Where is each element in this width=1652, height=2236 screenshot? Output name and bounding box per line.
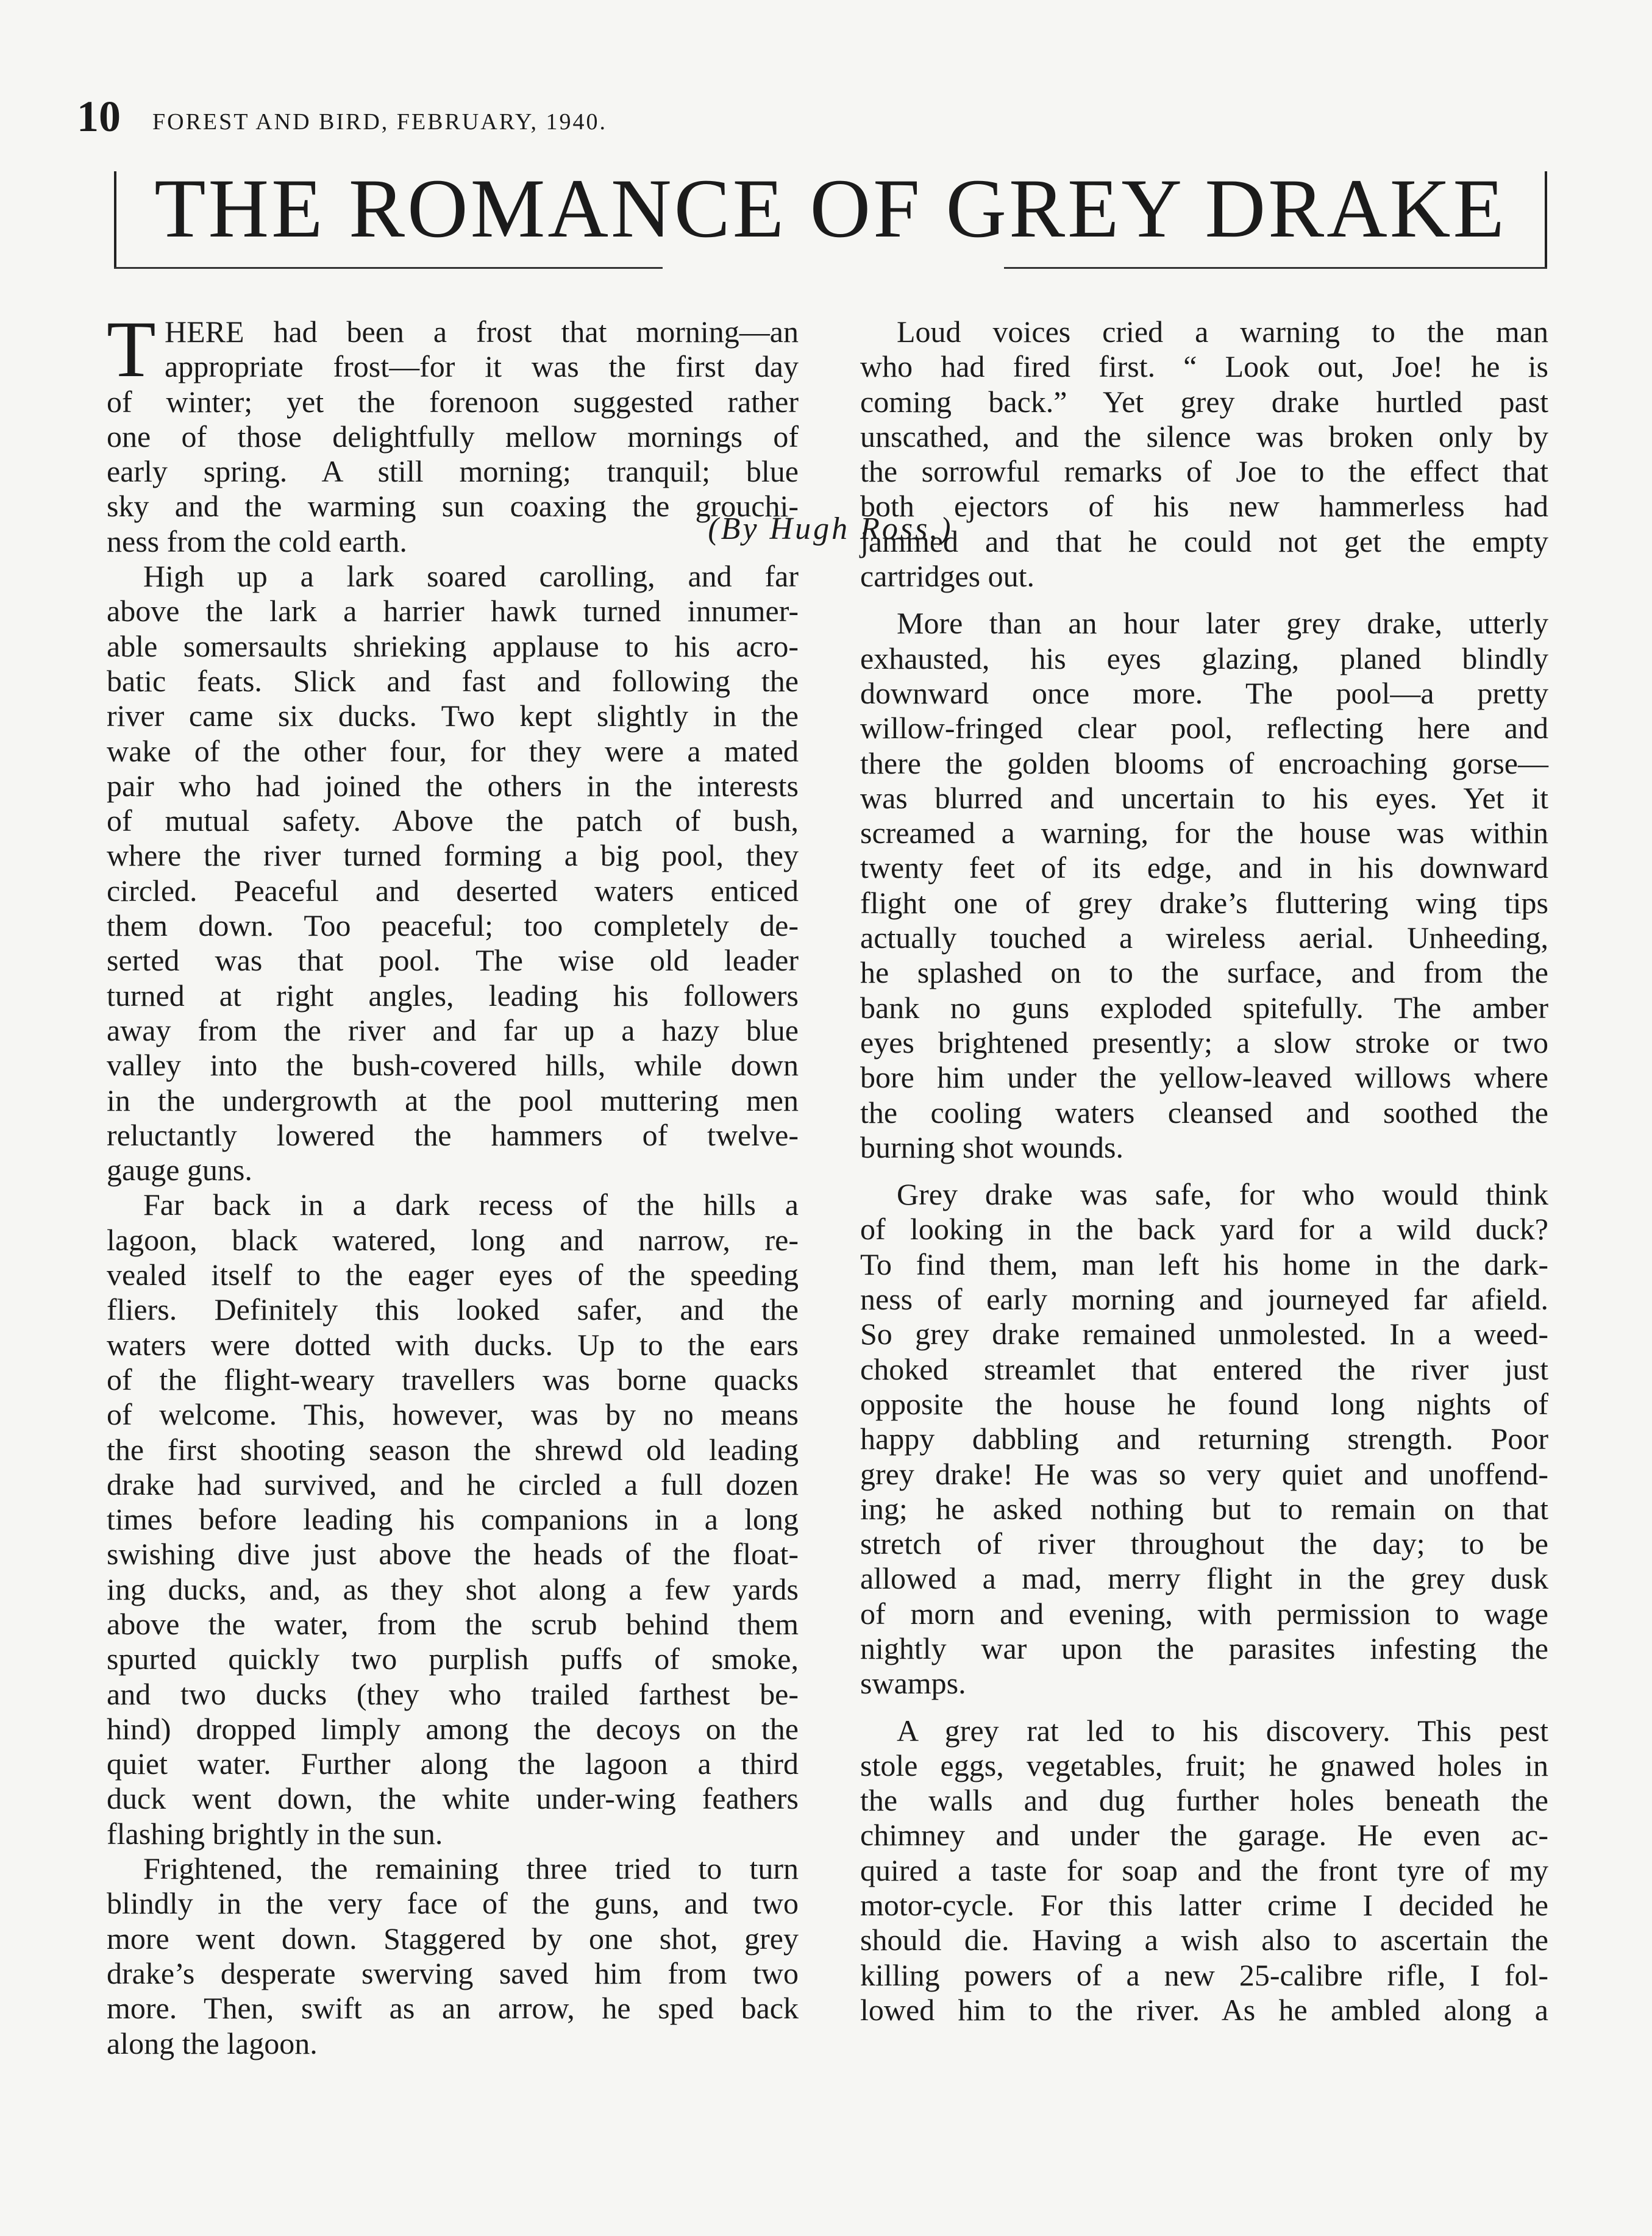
text-line: To find them, man left his home in the dark- bbox=[860, 1247, 1548, 1281]
text-line: flashing brightly in the sun. bbox=[107, 1816, 443, 1851]
text-line: and two ducks (they who trailed farthest be- bbox=[107, 1676, 799, 1711]
text-line: circled. Peaceful and deserted waters enticed bbox=[107, 873, 799, 908]
text-line: killing powers of a new 25-calibre rifle, I fol- bbox=[860, 1957, 1548, 1992]
rule-left bbox=[114, 267, 663, 269]
text-line: hind) dropped limply among the decoys on the bbox=[107, 1711, 799, 1746]
text-line: unscathed, and the silence was broken only by bbox=[860, 419, 1548, 454]
text-line: more. Then, swift as an arrow, he sped back bbox=[107, 1991, 799, 2026]
text-line: High up a lark soared carolling, and far bbox=[143, 559, 799, 594]
text-line: allowed a mad, merry flight in the grey dusk bbox=[860, 1561, 1548, 1596]
page-number: 10 bbox=[77, 92, 121, 141]
text-line: both ejectors of his new hammerless had bbox=[860, 489, 1548, 524]
text-line: along the lagoon. bbox=[107, 2026, 318, 2060]
text-line: valley into the bush-covered hills, while down bbox=[107, 1048, 799, 1083]
text-line: ness from the cold earth. bbox=[107, 524, 407, 558]
text-line: in the undergrowth at the pool muttering men bbox=[107, 1083, 799, 1117]
text-line: reluctantly lowered the hammers of twelve- bbox=[107, 1117, 799, 1152]
text-line: the first shooting season the shrewd old leading bbox=[107, 1432, 799, 1467]
text-line: able somersaults shrieking applause to his acro- bbox=[107, 628, 799, 663]
paragraph bbox=[860, 315, 1548, 594]
text-line: there the golden blooms of encroaching gorse— bbox=[860, 746, 1548, 780]
text-line: stretch of river throughout the day; to be bbox=[860, 1526, 1548, 1561]
text-line: screamed a warning, for the house was within bbox=[860, 816, 1548, 850]
text-line: stole eggs, vegetables, fruit; he gnawed holes in bbox=[860, 1748, 1548, 1782]
text-line: happy dabbling and returning strength. Poor bbox=[860, 1422, 1548, 1456]
title-box-right-rule bbox=[1545, 171, 1547, 269]
byline: (By Hugh Ross.) bbox=[700, 511, 960, 546]
text-line: of welcome. This, however, was by no means bbox=[107, 1397, 799, 1432]
text-line: burning shot wounds. bbox=[860, 1130, 1123, 1164]
text-line: drake had survived, and he circled a full dozen bbox=[107, 1467, 799, 1501]
text-line: the walls and dug further holes beneath the bbox=[860, 1783, 1548, 1818]
paragraph bbox=[107, 559, 799, 1187]
text-line: grey drake! He was so very quiet and unoffend- bbox=[860, 1456, 1548, 1491]
text-line: who had fired first. “ Look out, Joe! he is bbox=[860, 349, 1548, 384]
text-line: river came six ducks. Two kept slightly in the bbox=[107, 699, 799, 733]
text-line: HERE had been a frost that morning—an bbox=[165, 315, 799, 349]
text-line: swamps. bbox=[860, 1666, 966, 1701]
text-line: spurted quickly two purplish puffs of smoke, bbox=[107, 1642, 799, 1676]
text-line: jammed and that he could not get the empty bbox=[860, 524, 1548, 558]
text-line: one of those delightfully mellow mornings of bbox=[107, 419, 799, 454]
text-line: eyes brightened presently; a slow stroke or two bbox=[860, 1025, 1548, 1059]
text-line: cartridges out. bbox=[860, 559, 1035, 594]
text-line: bore him under the yellow-leaved willows where bbox=[860, 1060, 1548, 1095]
text-line: Grey drake was safe, for who would think bbox=[897, 1177, 1548, 1212]
running-head: FOREST AND BIRD, FEBRUARY, 1940. bbox=[152, 109, 608, 135]
text-line: them down. Too peaceful; too completely de- bbox=[107, 908, 799, 943]
text-line: where the river turned forming a big pool, they bbox=[107, 838, 799, 873]
text-line: times before leading his companions in a long bbox=[107, 1502, 799, 1537]
text-line: flight one of grey drake’s fluttering wing tips bbox=[860, 885, 1548, 920]
text-line: Frightened, the remaining three tried to turn bbox=[143, 1851, 799, 1886]
drop-cap: T bbox=[107, 304, 156, 394]
rule-right bbox=[1004, 267, 1547, 269]
text-line: wake of the other four, for they were a mated bbox=[107, 733, 799, 768]
text-line: early spring. A still morning; tranquil; blue bbox=[107, 454, 799, 489]
text-line: gauge guns. bbox=[107, 1153, 252, 1187]
text-line: sky and the warming sun coaxing the grouchi- bbox=[107, 489, 799, 524]
text-line: pair who had joined the others in the interests bbox=[107, 768, 799, 803]
text-line: lowed him to the river. As he ambled along a bbox=[860, 1992, 1548, 2027]
text-line: quiet water. Further along the lagoon a third bbox=[107, 1746, 799, 1781]
text-line: duck went down, the white under-wing feathers bbox=[107, 1781, 799, 1816]
text-line: of the flight-weary travellers was borne quacks bbox=[107, 1362, 799, 1397]
text-line: the sorrowful remarks of Joe to the effect that bbox=[860, 454, 1548, 489]
text-line: of winter; yet the forenoon suggested rather bbox=[107, 384, 799, 419]
right-column bbox=[860, 315, 1548, 2028]
text-line: should die. Having a wish also to ascertain the bbox=[860, 1923, 1548, 1957]
text-line: A grey rat led to his discovery. This pest bbox=[897, 1713, 1548, 1748]
text-line: waters were dotted with ducks. Up to the ears bbox=[107, 1327, 799, 1362]
text-line: batic feats. Slick and fast and following the bbox=[107, 663, 799, 698]
text-line: twenty feet of its edge, and in his downward bbox=[860, 850, 1548, 885]
text-line: choked streamlet that entered the river just bbox=[860, 1351, 1548, 1386]
text-line: motor-cycle. For this latter crime I decided he bbox=[860, 1888, 1548, 1923]
text-line: opposite the house he found long nights of bbox=[860, 1386, 1548, 1421]
paragraph bbox=[860, 606, 1548, 1165]
text-line: he splashed on to the surface, and from the bbox=[860, 955, 1548, 990]
text-line: the cooling waters cleansed and soothed the bbox=[860, 1095, 1548, 1130]
paragraph bbox=[107, 1187, 799, 1851]
text-line: serted was that pool. The wise old leader bbox=[107, 943, 799, 978]
text-line: downward once more. The pool—a pretty bbox=[860, 675, 1548, 710]
text-line: chimney and under the garage. He even ac- bbox=[860, 1818, 1548, 1853]
text-line: vealed itself to the eager eyes of the speeding bbox=[107, 1258, 799, 1292]
text-line: above the lark a harrier hawk turned innumer- bbox=[107, 594, 799, 628]
text-line: swishing dive just above the heads of the float- bbox=[107, 1537, 799, 1572]
text-line: Loud voices cried a warning to the man bbox=[897, 315, 1548, 349]
text-line: quired a taste for soap and the front tyre of my bbox=[860, 1853, 1548, 1887]
text-line: of mutual safety. Above the patch of bush, bbox=[107, 803, 799, 838]
article-title: THE ROMANCE OF GREY DRAKE bbox=[154, 162, 1507, 255]
text-line: appropriate frost—for it was the first day bbox=[165, 349, 799, 384]
text-line: Far back in a dark recess of the hills a bbox=[143, 1187, 799, 1222]
text-line: of looking in the back yard for a wild duck? bbox=[860, 1212, 1548, 1247]
text-line: fliers. Definitely this looked safer, and the bbox=[107, 1292, 799, 1327]
text-line: lagoon, black watered, long and narrow, re- bbox=[107, 1222, 799, 1257]
text-line: bank no guns exploded spitefully. The amber bbox=[860, 990, 1548, 1025]
paragraph bbox=[860, 1177, 1548, 1701]
text-line: nightly war upon the parasites infesting the bbox=[860, 1631, 1548, 1665]
text-line: more went down. Staggered by one shot, grey bbox=[107, 1921, 799, 1956]
text-line: away from the river and far up a hazy blue bbox=[107, 1013, 799, 1047]
text-line: More than an hour later grey drake, utterly bbox=[897, 606, 1548, 641]
text-line: actually touched a wireless aerial. Unheeding, bbox=[860, 920, 1548, 955]
text-line: willow-fringed clear pool, reflecting here and bbox=[860, 711, 1548, 746]
left-column bbox=[107, 304, 799, 2061]
text-line: blindly in the very face of the guns, and two bbox=[107, 1886, 799, 1921]
paragraph bbox=[107, 304, 799, 559]
text-line: So grey drake remained unmolested. In a weed- bbox=[860, 1317, 1548, 1351]
paragraph bbox=[107, 1851, 799, 2061]
text-line: of morn and evening, with permission to wage bbox=[860, 1596, 1548, 1631]
text-line: drake’s desperate swerving saved him from two bbox=[107, 1956, 799, 1990]
text-line: turned at right angles, leading his followers bbox=[107, 978, 799, 1013]
paragraph bbox=[860, 1714, 1548, 2028]
text-line: ing ducks, and, as they shot along a few yards bbox=[107, 1572, 799, 1606]
text-line: exhausted, his eyes glazing, planed blindly bbox=[860, 641, 1548, 675]
text-line: ing; he asked nothing but to remain on that bbox=[860, 1491, 1548, 1526]
text-line: coming back.” Yet grey drake hurtled past bbox=[860, 384, 1548, 419]
text-line: above the water, from the scrub behind them bbox=[107, 1606, 799, 1641]
text-line: was blurred and uncertain to his eyes. Yet it bbox=[860, 780, 1548, 815]
text-line: ness of early morning and journeyed far afield. bbox=[860, 1282, 1548, 1317]
